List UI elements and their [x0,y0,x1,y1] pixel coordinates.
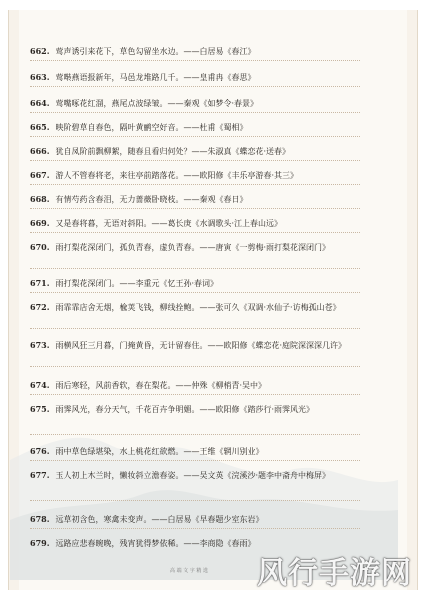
divider [30,268,360,269]
poem-line [30,340,360,351]
poem-text: 游人不管春将老，来往亭前踏落花。——欧阳修《丰乐亭游春·其三》 [55,171,299,180]
divider [30,528,360,529]
poem-text: 远路应悲春晼晚，残宵犹得梦依稀。——李商隐《春雨》 [55,539,256,548]
divider [30,500,360,501]
poem-line [30,278,360,289]
divider [30,184,360,185]
poem-text: 雨打梨花深闭门，孤负青春，虚负青春。——唐寅《一剪梅·雨打梨花深闭门》 [55,243,331,252]
poem-line [30,98,360,109]
poem-number: 673. [30,340,50,350]
poem-number: 662. [30,46,50,56]
divider [30,366,360,367]
site-watermark: 风行手游网 [257,556,412,591]
poem-number: 668. [30,194,50,204]
poem-line [30,404,360,415]
divider [30,208,360,209]
poem-line [30,146,360,157]
poem-text: 莺嘴啄花红溜，燕尾点波绿皱。——秦观《如梦令·春景》 [55,99,259,108]
poem-number: 676. [30,446,50,456]
poem-line [30,470,360,481]
poem-line [30,46,360,57]
poem-text: 雨霏霏店舍无烟，楡荚飞钱，柳线拴鲍。——张可久《双调·水仙子·访梅孤山苍》 [55,303,341,312]
poem-text: 犹自凤阶前飘柳絮，随春且看归何处？——朱淑真《蝶恋花·送春》 [55,147,291,156]
poem-number: 669. [30,218,50,228]
poem-number: 670. [30,242,50,252]
poem-number: 671. [30,278,50,288]
divider [30,460,360,461]
poem-text: 有情芍药含春泪，无力蔷薇卧晓枝。——秦观《春日》 [55,195,248,204]
divider [30,292,360,293]
poem-text: 莺啭燕语报新年，马邑龙堆路几千。——皇甫冉《春思》 [55,73,256,82]
divider [30,232,360,233]
poem-line [30,514,360,525]
divider [30,60,360,61]
poem-text: 雨横风狂三月暮，门掩黄昏，无计留春住。——欧阳修《蝶恋花·庭院深深深几许》 [55,341,347,350]
poem-text: 雨霁风光，春分天气，千花百卉争明媚。——欧阳修《踏莎行·雨霁风光》 [55,405,315,414]
poem-number: 679. [30,538,50,548]
poem-line [30,218,360,229]
poem-text: 玉人初上木兰时，懒妆斜立澹春姿。——吴文英《浣溪沙·题李中斋舟中梅屏》 [55,471,331,480]
poem-number: 678. [30,514,50,524]
poem-line [30,122,360,133]
poem-text: 雨后寒轻，风前香软，春在梨花。——仲殊《柳梢青·吴中》 [55,381,267,390]
poem-text: 莺声诱引来花下，草色勾留坐水边。——白居易《春江》 [55,47,256,56]
divider [30,434,360,435]
poem-number: 677. [30,470,50,480]
poem-text: 雨打梨花深闭门。——李重元《忆王孙·春词》 [55,279,219,288]
poem-line [30,72,360,83]
poem-line [30,380,360,391]
divider [30,86,360,87]
divider [30,160,360,161]
poem-text: 又是春将暮，无语对斜阳。——葛长庚《水调歌头·江上春山远》 [55,219,283,228]
poem-number: 663. [30,72,50,82]
poem-number: 666. [30,146,50,156]
poem-number: 667. [30,170,50,180]
poem-line [30,194,360,205]
page-footer-text: 高 端 文 字 精 选 [170,568,208,574]
poem-line [30,242,360,253]
divider [30,328,360,329]
poem-text: 远草初含色，寒禽未变声。——白居易《早春题少室东岩》 [55,515,264,524]
poem-line [30,302,360,313]
poem-number: 672. [30,302,50,312]
poem-text: 雨中草色绿堪染，水上桃花红欲燃。——王维《辋川别业》 [55,447,264,456]
poem-line [30,170,360,181]
poem-number: 675. [30,404,50,414]
poem-text: 映阶碧草自春色，隔叶黄鹂空好音。——杜甫《蜀相》 [55,123,248,132]
poem-line [30,446,360,457]
poem-number: 674. [30,380,50,390]
divider [30,394,360,395]
divider [30,112,360,113]
poem-number: 664. [30,98,50,108]
divider [30,136,360,137]
poem-number: 665. [30,122,50,132]
